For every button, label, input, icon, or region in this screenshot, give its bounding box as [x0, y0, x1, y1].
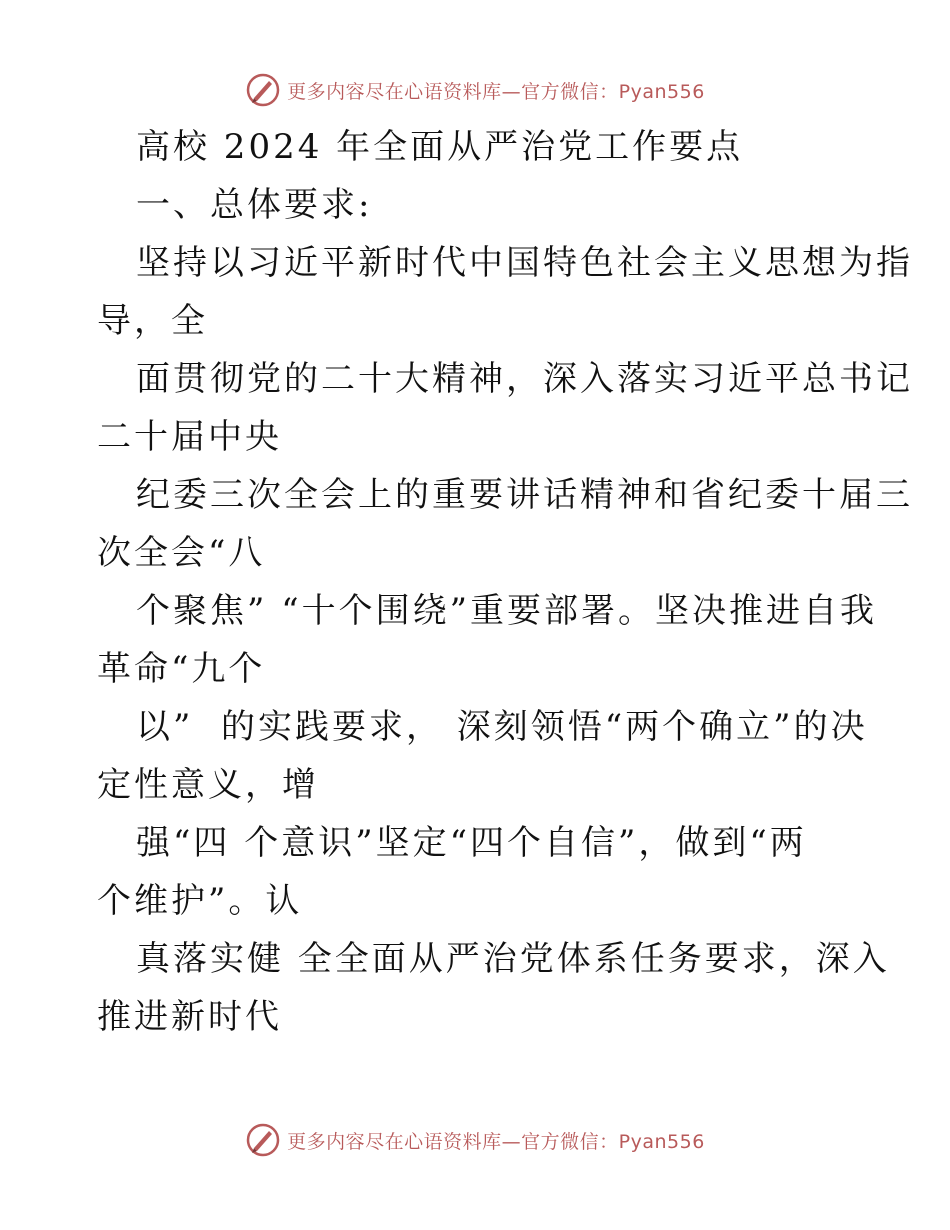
body-line: 真落实健 全全面从严治党体系任务要求，深入: [136, 939, 890, 979]
body-line: 面贯彻党的二十大精神，深入落实习近平总书记: [136, 359, 913, 399]
quill-logo-icon: [245, 1122, 281, 1158]
body-line: 坚持以习近平新时代中国特色社会主义思想为指: [136, 243, 913, 283]
body-line: 个聚焦” “十个围绕”重要部署。坚决推进自我: [136, 591, 877, 631]
document-body: [97, 118, 913, 1046]
section-heading: 一、总体要求:: [136, 185, 373, 225]
header-watermark: [0, 70, 950, 110]
body-line: 导，全: [97, 301, 208, 341]
watermark-text: 更多内容尽在心语资料库—官方微信：Pyan556: [287, 80, 705, 103]
body-line: 革命“九个: [97, 649, 266, 689]
body-line: 纪委三次全会上的重要讲话精神和省纪委十届三: [136, 475, 913, 515]
body-line: 定性意义，增: [97, 765, 319, 805]
footer-watermark: [0, 1120, 950, 1160]
body-line: 个维护”。认: [97, 881, 303, 921]
body-line: 推进新时代: [97, 997, 282, 1037]
body-line: 二十届中央: [97, 417, 282, 457]
body-line: 以” 的实践要求， 深刻领悟“两个确立”的决: [136, 707, 868, 747]
quill-logo-icon: [245, 72, 281, 108]
watermark-text: 更多内容尽在心语资料库—官方微信：Pyan556: [287, 1130, 705, 1153]
body-line: 强“四 个意识”坚定“四个自信”，做到“两: [136, 823, 807, 863]
body-line: 次全会“八: [97, 533, 266, 573]
document-title: 高校 2024 年全面从严治党工作要点: [136, 127, 744, 167]
